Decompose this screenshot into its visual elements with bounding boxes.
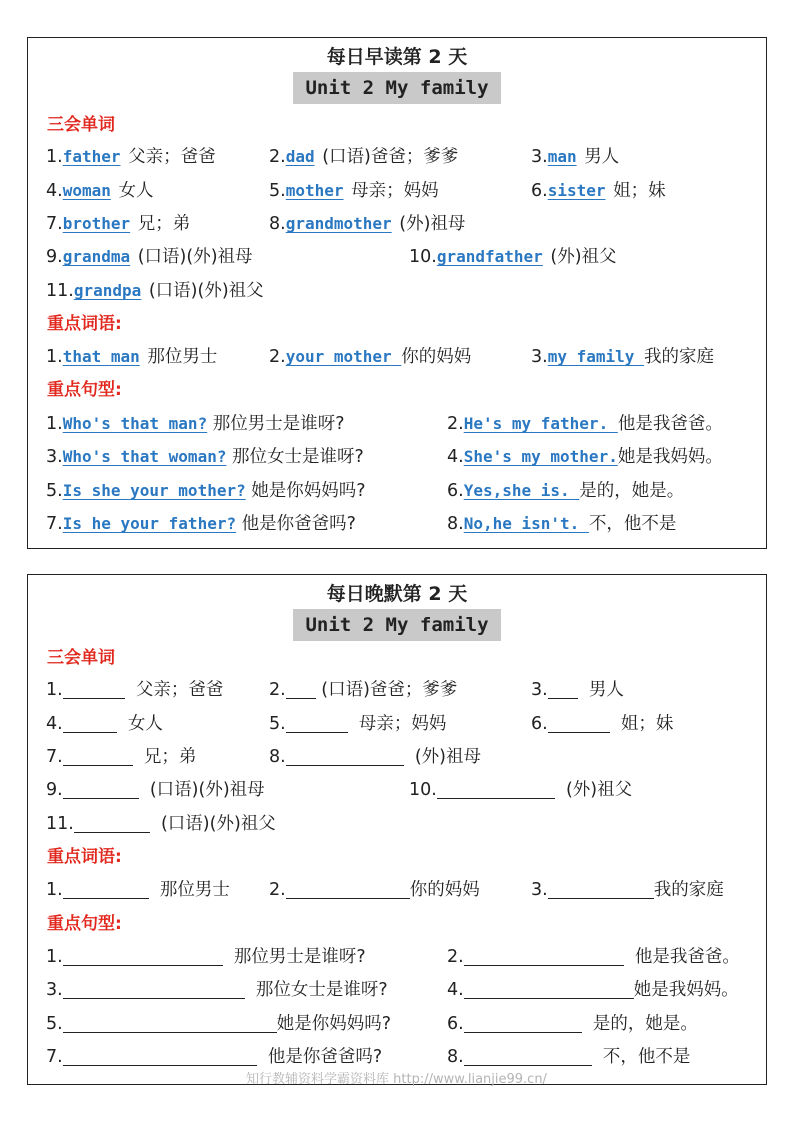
section-header-phrases: 重点词语: <box>47 314 122 334</box>
word-item: 8.grandmother (外)祖母 <box>269 214 466 234</box>
answer-blank[interactable] <box>63 878 149 899</box>
answer-blank[interactable] <box>437 778 555 799</box>
sentence-item: 3. 那位女士是谁呀? <box>46 980 388 1000</box>
word-item: 3.man 男人 <box>531 147 620 167</box>
card-title: 每日晚默第 2 天 <box>326 583 468 605</box>
answer-text: woman <box>62 181 111 200</box>
answer-text: Who's that woman? <box>62 447 227 466</box>
section-header-sentences: 重点句型: <box>47 380 122 400</box>
answer-blank[interactable] <box>286 745 404 766</box>
answer-blank[interactable] <box>548 678 578 699</box>
sentence-item: 1.Who's that man? 那位男士是谁呀? <box>46 414 345 434</box>
answer-text: grandfather <box>436 247 543 266</box>
word-item: 3. 男人 <box>531 680 624 700</box>
answer-blank[interactable] <box>464 945 624 966</box>
word-item: 4.woman 女人 <box>46 181 154 201</box>
word-item: 9.grandma (口语)(外)祖母 <box>46 247 253 267</box>
word-item: 5.mother 母亲；妈妈 <box>269 181 439 201</box>
card-title: 每日早读第 2 天 <box>326 46 468 68</box>
answer-blank[interactable] <box>548 878 654 899</box>
answer-blank[interactable] <box>63 1012 277 1033</box>
answer-text: dad <box>285 147 315 166</box>
answer-text: brother <box>62 214 131 233</box>
word-item: 10. (外)祖父 <box>409 780 633 800</box>
answer-text: mother <box>285 181 344 200</box>
word-item: 6. 姐；妹 <box>531 714 674 734</box>
answer-blank[interactable] <box>286 712 348 733</box>
answer-text: Is she your mother? <box>62 481 246 500</box>
answer-text: that man <box>62 347 140 366</box>
section-header-sentences: 重点句型: <box>47 914 122 934</box>
answer-blank[interactable] <box>63 978 245 999</box>
evening-dictation-card <box>27 574 767 1085</box>
section-header-words: 三会单词 <box>47 648 115 668</box>
watermark: 知行教辅资料学霸资料库 http://www.lianjie99.cn/ <box>246 1072 547 1087</box>
word-item: 10.grandfather (外)祖父 <box>409 247 617 267</box>
answer-blank[interactable] <box>63 1045 257 1066</box>
morning-reading-card <box>27 37 767 549</box>
answer-text: Is he your father? <box>62 514 237 533</box>
word-item: 4. 女人 <box>46 714 163 734</box>
sentence-item: 7. 他是你爸爸吗? <box>46 1047 383 1067</box>
answer-text: your mother <box>285 347 402 366</box>
phrase-item: 1.that man 那位男士 <box>46 347 218 367</box>
answer-blank[interactable] <box>63 945 223 966</box>
phrase-item: 3. 我的家庭 <box>531 880 724 900</box>
sentence-item: 3.Who's that woman? 那位女士是谁呀? <box>46 447 364 467</box>
answer-blank[interactable] <box>286 878 410 899</box>
word-item: 9. (口语)(外)祖母 <box>46 780 265 800</box>
word-item: 7. 兄；弟 <box>46 747 197 767</box>
unit-banner: Unit 2 My family <box>293 72 500 104</box>
answer-blank[interactable] <box>63 678 125 699</box>
sentence-item: 1. 那位男士是谁呀? <box>46 947 366 967</box>
answer-text: grandpa <box>73 281 142 300</box>
sentence-item: 8.No,he isn't. 不，他不是 <box>447 514 677 534</box>
answer-blank[interactable] <box>63 712 117 733</box>
word-item: 2.dad (口语)爸爸；爹爹 <box>269 147 459 167</box>
sentence-item: 5.Is she your mother? 她是你妈妈吗? <box>46 481 366 501</box>
section-header-phrases: 重点词语: <box>47 847 122 867</box>
answer-blank[interactable] <box>464 1045 592 1066</box>
word-item: 5. 母亲；妈妈 <box>269 714 447 734</box>
word-item: 8. (外)祖母 <box>269 747 481 767</box>
unit-banner: Unit 2 My family <box>293 609 500 641</box>
word-item: 11.grandpa (口语)(外)祖父 <box>46 281 264 301</box>
answer-text: He's my father. <box>463 414 618 433</box>
phrase-item: 3.my family 我的家庭 <box>531 347 715 367</box>
answer-blank[interactable] <box>63 778 139 799</box>
sentence-item: 6.Yes,she is. 是的，她是。 <box>447 481 685 501</box>
sentence-item: 4.She's my mother.她是我妈妈。 <box>447 447 723 467</box>
answer-text: Yes,she is. <box>463 481 580 500</box>
phrase-item: 1. 那位男士 <box>46 880 230 900</box>
answer-text: No,he isn't. <box>463 514 589 533</box>
answer-text: father <box>62 147 121 166</box>
word-item: 2. (口语)爸爸；爹爹 <box>269 680 458 700</box>
sentence-item: 7.Is he your father? 他是你爸爸吗? <box>46 514 356 534</box>
answer-blank[interactable] <box>464 1012 582 1033</box>
answer-blank[interactable] <box>74 812 150 833</box>
sentence-item: 2.He's my father. 他是我爸爸。 <box>447 414 723 434</box>
word-item: 7.brother 兄；弟 <box>46 214 191 234</box>
word-item: 11. (口语)(外)祖父 <box>46 814 276 834</box>
answer-blank[interactable] <box>548 712 610 733</box>
answer-text: grandma <box>62 247 131 266</box>
word-item: 6.sister 姐；妹 <box>531 181 666 201</box>
phrase-item: 2.your mother 你的妈妈 <box>269 347 472 367</box>
sentence-item: 2. 他是我爸爸。 <box>447 947 740 967</box>
sentence-item: 4. 她是我妈妈。 <box>447 980 739 1000</box>
answer-text: sister <box>547 181 606 200</box>
sentence-item: 8. 不，他不是 <box>447 1047 691 1067</box>
sentence-item: 5. 她是你妈妈吗? <box>46 1014 391 1034</box>
sentence-item: 6. 是的，她是。 <box>447 1014 698 1034</box>
word-item: 1. 父亲；爸爸 <box>46 680 224 700</box>
answer-blank[interactable] <box>286 678 316 699</box>
phrase-item: 2. 你的妈妈 <box>269 880 480 900</box>
answer-text: grandmother <box>285 214 392 233</box>
section-header-words: 三会单词 <box>47 115 115 135</box>
answer-text: my family <box>547 347 645 366</box>
answer-text: man <box>547 147 577 166</box>
answer-text: She's my mother. <box>463 447 618 466</box>
answer-blank[interactable] <box>63 745 133 766</box>
word-item: 1.father 父亲；爸爸 <box>46 147 216 167</box>
answer-text: Who's that man? <box>62 414 208 433</box>
answer-blank[interactable] <box>464 978 634 999</box>
